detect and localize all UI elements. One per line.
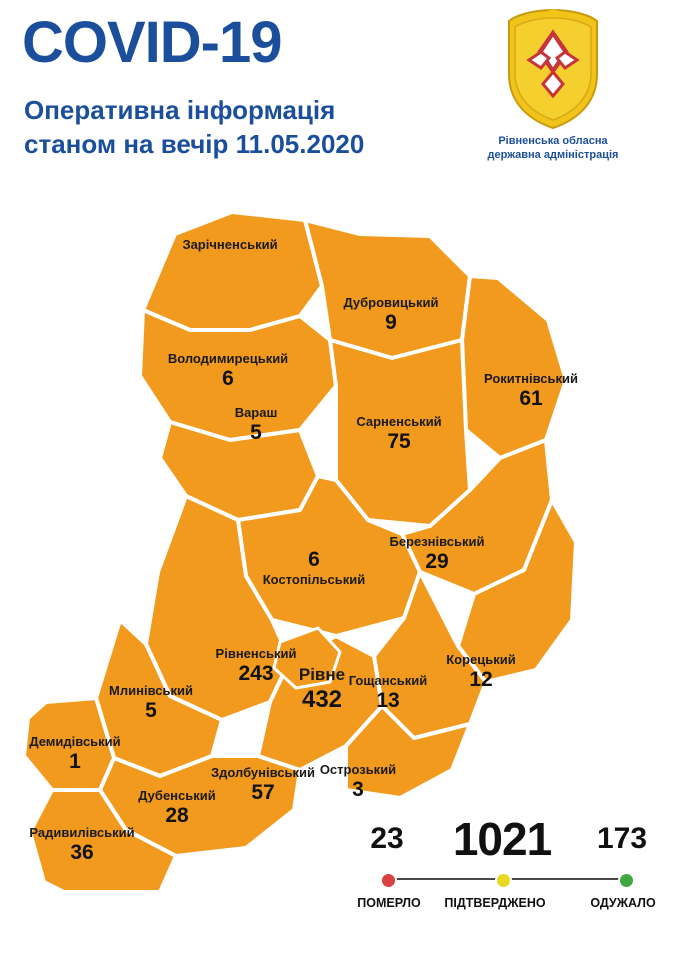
region-value: 57 xyxy=(251,781,275,805)
map-shape xyxy=(0,190,678,890)
region-value: 243 xyxy=(238,662,274,686)
coat-of-arms-icon xyxy=(505,8,601,128)
emblem-block xyxy=(458,8,648,163)
region-name: Дубровицький xyxy=(343,295,439,310)
region-name: Вараш xyxy=(234,405,278,420)
region-value: 5 xyxy=(250,421,262,445)
region-value: 6 xyxy=(222,367,234,391)
region-value: 61 xyxy=(519,387,543,411)
region-name: Здолбунівський xyxy=(210,765,316,780)
emblem-caption-line-2: державна адміністрація xyxy=(487,149,619,162)
emblem-caption-line-1: Рівненська обласна xyxy=(498,135,608,147)
subtitle-line-2 xyxy=(24,130,364,160)
subtitle-line-1: Оперативна інформація xyxy=(24,95,336,125)
region-name: Костопільський xyxy=(262,572,366,588)
dead-dot-icon xyxy=(380,872,397,889)
total-confirmed-value: 1021 xyxy=(452,813,552,865)
confirmed-dot-icon xyxy=(495,872,512,889)
region-name: Володимирецький xyxy=(167,351,289,366)
total-recovered-value: 173 xyxy=(596,822,648,855)
region-name: Сарненський xyxy=(356,414,442,429)
region-value: 29 xyxy=(425,550,449,574)
region-name: Дубенський xyxy=(138,788,216,803)
totals-labels xyxy=(352,896,662,916)
totals-summary xyxy=(352,812,662,932)
region-value: 13 xyxy=(376,689,400,713)
region-value: 9 xyxy=(385,311,397,335)
city-name: Рівне xyxy=(298,665,346,684)
region-name: Млинівський xyxy=(109,683,193,698)
region-name: Березнівський xyxy=(389,534,485,549)
region-value: 6 xyxy=(308,548,320,571)
total-recovered-label: ОДУЖАЛО xyxy=(590,896,656,910)
region-name: Рокитнівський xyxy=(484,371,578,386)
region-name: Корецький xyxy=(446,652,516,667)
region-value: 5 xyxy=(145,699,157,723)
total-confirmed-label: ПІДТВЕРДЖЕНО xyxy=(444,896,546,910)
emblem-caption xyxy=(458,134,648,163)
region-value: 75 xyxy=(387,430,411,454)
region-name: Гощанський xyxy=(348,673,428,688)
recovered-dot-icon xyxy=(618,872,635,889)
region-name: Рівненський xyxy=(215,646,297,661)
page-title: COVID-19 xyxy=(22,10,282,75)
region-name: Острозький xyxy=(319,762,397,777)
header xyxy=(0,0,678,195)
region-name: Зарічненський xyxy=(182,237,278,252)
legend-dots xyxy=(352,872,662,886)
region-value: 28 xyxy=(165,804,189,828)
region-name: Демидівський xyxy=(29,734,121,749)
total-dead-label: ПОМЕРЛО xyxy=(357,896,421,910)
report-date: 11.05.2020 xyxy=(235,129,365,159)
region-value: 12 xyxy=(469,668,493,692)
map xyxy=(0,190,678,890)
region-name: Радивилівський xyxy=(29,825,135,840)
region-value: 3 xyxy=(352,778,364,802)
subtitle-prefix: станом на вечір xyxy=(24,129,236,159)
city-value: 432 xyxy=(301,685,343,713)
totals-numbers xyxy=(352,812,662,864)
region-value: 1 xyxy=(69,750,81,774)
total-dead-value: 23 xyxy=(370,822,404,855)
region-value: 36 xyxy=(70,841,94,865)
